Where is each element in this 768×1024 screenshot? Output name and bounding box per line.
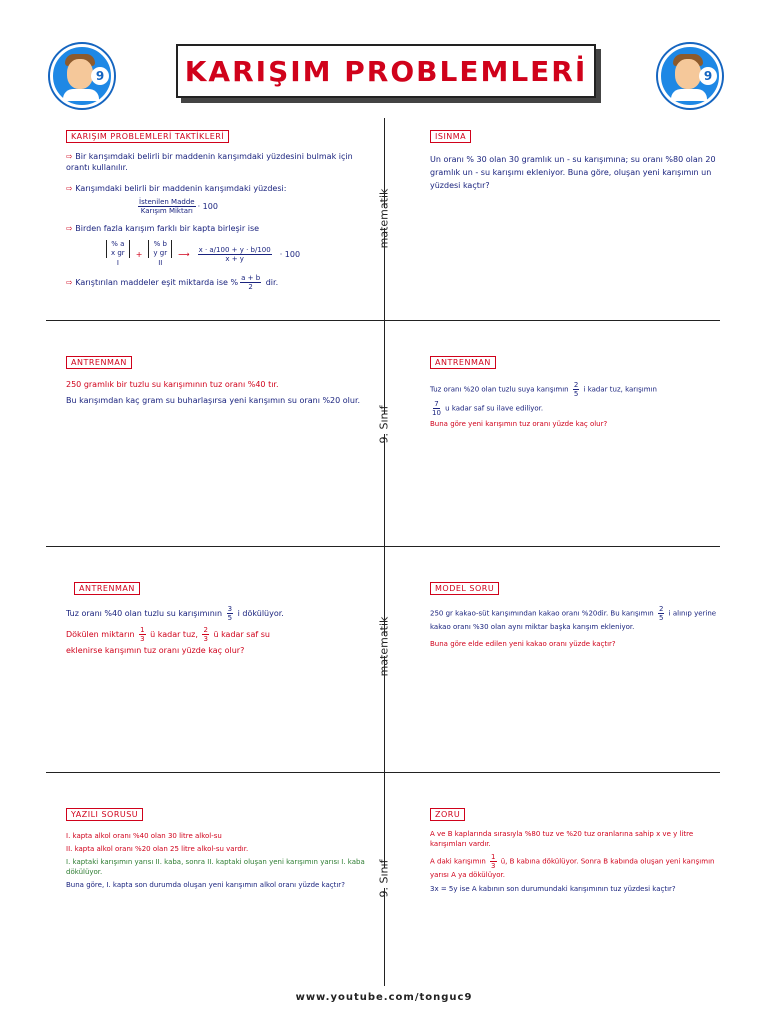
question-text: Tuz oranı %40 olan tuzlu su karışımının $\frac{3}{5}$ i dökülüyor.: [66, 605, 284, 622]
section-tag: MODEL SORU: [430, 582, 499, 595]
question-text: I. kaptaki karışımın yarısı II. kaba, sonra II. kaptaki oluşan yeni karışımın yarısı I. kaba dökülüyor.: [66, 858, 365, 876]
question-text: Un oranı % 30 olan 30 gramlık un - su karışımına; su oranı %80 olan 20 gramlık un - su karışımı ekleniyor. Buna göre, oluşan yeni karışımın un yüzdesi kaçtır?: [430, 155, 716, 190]
question-text: Dökülen miktarın $\frac{1}{3}$ ü kadar tuz, $\frac{2}{3}$ ü kadar saf su: [66, 626, 270, 643]
section-tag: ZORU: [430, 808, 465, 821]
avatar-shirt: [63, 89, 99, 101]
question-text: A ve B kaplarında sırasıyla %80 tuz ve %20 tuz oranlarına sahip x ve y litre karışımları vardır.: [430, 830, 694, 848]
section-tag: KARIŞIM PROBLEMLERİ TAKTİKLERİ: [66, 130, 229, 143]
section-warmup: [430, 124, 720, 192]
section-hard: [430, 802, 720, 894]
section-training-2: [430, 350, 720, 429]
question-text: A daki karışımın $\frac{1}{3}$ ü, B kabına dökülüyor. Sonra B kabında oluşan yeni karışımın yarısı A ya dökülüyor.: [430, 853, 715, 879]
tactic-line: ⇨ Karışımdaki belirli bir maddenin karışımdaki yüzdesi:: [66, 184, 287, 193]
tactic-formula: $\frac{\text{İstenilen Madde}}{\text{Karışım Miktarı}}$ · 100: [139, 198, 218, 215]
grade-badge: 9: [91, 67, 109, 85]
question-text: I. kapta alkol oranı %40 olan 30 litre alkol-su: [66, 832, 222, 840]
page-title: KARIŞIM PROBLEMLERİ: [184, 54, 588, 88]
section-tag: ANTRENMAN: [430, 356, 496, 369]
tactic-line: ⇨ Karıştırılan maddeler eşit miktarda ise % $\frac{a + b}{2}$ dir.: [66, 274, 279, 291]
question-text: Tuz oranı %20 olan tuzlu suya karışımın $\frac{2}{5}$ i kadar tuz, karışımın: [430, 381, 657, 398]
avatar-right: [658, 44, 722, 108]
question-text: Buna göre, I. kapta son durumda oluşan yeni karışımın alkol oranı yüzde kaçtır?: [66, 881, 345, 889]
question-text: 250 gramlık bir tuzlu su karışımının tuz oranı %40 tır.: [66, 380, 279, 389]
side-label: 9. Sınıf: [377, 405, 391, 443]
tactic-line: ⇨ Bir karışımdaki belirli bir maddenin karışımdaki yüzdesini bulmak için orantı kullanılır.: [66, 152, 353, 172]
footer-url[interactable]: www.youtube.com/tonguc9: [295, 992, 473, 1003]
row-divider-2: [46, 546, 720, 547]
section-training-3: [66, 576, 366, 656]
tactic-line: ⇨ Birden fazla karışım farklı bir kapta birleşir ise: [66, 224, 260, 233]
mixture-formula: % a x gr I + % b y gr II ⟶ $\frac{x \cdot a/100 + y \cdot b/100}{x + y}$ · 100: [106, 240, 366, 268]
avatar-shirt: [671, 89, 707, 101]
section-training-1: [66, 350, 366, 407]
avatar-face: [675, 59, 701, 89]
section-written: [66, 802, 366, 890]
side-label: matematik: [377, 616, 391, 676]
question-text: Buna göre yeni karışımın tuz oranı yüzde kaç olur?: [430, 420, 608, 428]
question-text: Buna göre elde edilen yeni kakao oranı yüzde kaçtır?: [430, 640, 616, 648]
section-tag: ANTRENMAN: [66, 356, 132, 369]
section-tactics: [66, 124, 366, 291]
side-label-wrap: [352, 405, 416, 443]
question-text: Bu karışımdan kaç gram su buharlaşırsa yeni karışımın su oranı %20 olur.: [66, 396, 361, 405]
page-title-box: [176, 44, 596, 98]
question-text: 3x = 5y ise A kabının son durumundaki karışımının tuz yüzdesi kaçtır?: [430, 885, 676, 893]
avatar-face: [67, 59, 93, 89]
question-text: $\frac{7}{10}$ u kadar saf su ilave ediliyor.: [432, 400, 544, 417]
question-text: eklenirse karışımın tuz oranı yüzde kaç olur?: [66, 646, 245, 655]
side-label: 9. Sınıf: [377, 859, 391, 897]
grade-badge: 9: [699, 67, 717, 85]
section-tag: ANTRENMAN: [74, 582, 140, 595]
avatar-left: [50, 44, 114, 108]
question-text: II. kapta alkol oranı %20 olan 25 litre alkol-su vardır.: [66, 845, 249, 853]
row-divider-1: [46, 320, 720, 321]
question-text: 250 gr kakao-süt karışımından kakao oranı %20dir. Bu karışımın $\frac{2}{5}$ i alınıp yerine kakao oranı %30 olan aynı miktar başka karışım ekleniyor.: [430, 605, 717, 631]
side-label: matematik: [377, 188, 391, 248]
row-divider-3: [46, 772, 720, 773]
section-tag: ISINMA: [430, 130, 471, 143]
section-tag: YAZILI SORUSU: [66, 808, 143, 821]
section-model: [430, 576, 720, 649]
